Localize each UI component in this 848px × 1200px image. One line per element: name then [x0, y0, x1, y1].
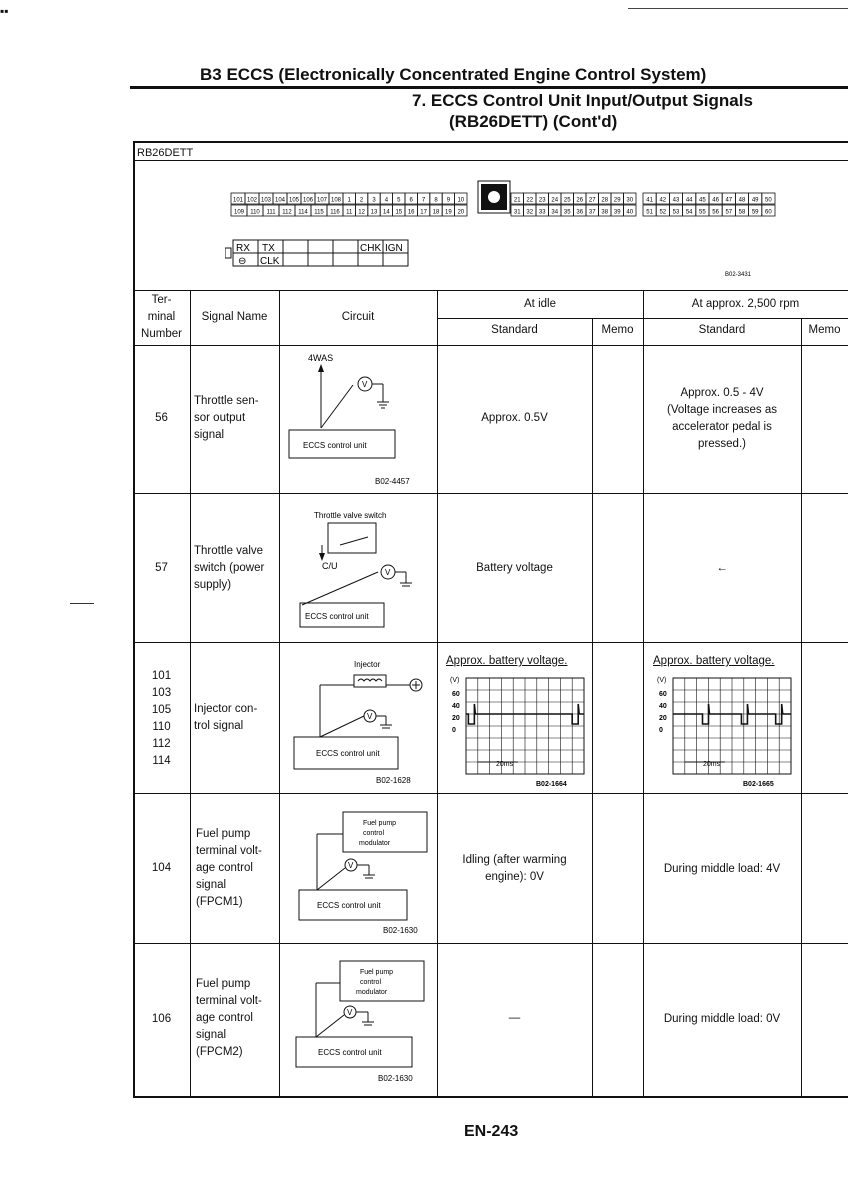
rule: [133, 493, 848, 494]
row-106-figure-code: B02-1630: [378, 1074, 413, 1083]
row-57-terminal: 57: [155, 562, 168, 574]
connector-row1-left-pin-label: 106: [302, 197, 314, 204]
row-104-rpm-standard: During middle load: 4V: [663, 863, 781, 875]
connector-row1-right-pin-label: 21: [513, 197, 521, 204]
scope-idle-tick: 60: [452, 691, 460, 698]
connector-row1-right-pin-label: 27: [588, 197, 596, 204]
row-57-circuit-diagram: [290, 505, 430, 635]
row-injector-terminals: 101 103 105 110 112 114: [151, 670, 172, 767]
fpcm-label: control: [363, 830, 385, 837]
pin-chk: CHK: [360, 243, 382, 254]
page-header-title: B3 ECCS (Electronically Concentrated Engine Control System): [200, 65, 707, 84]
connector-row2-far-pin-label: 53: [672, 209, 680, 216]
ecu-box-label: ECCS control unit: [317, 901, 381, 910]
pin-ground: ⊖: [238, 256, 247, 267]
connector-row2-right-pin-label: 36: [576, 209, 584, 216]
engine-label: RB26DETT: [137, 147, 194, 159]
column-divider: [279, 290, 280, 1098]
scope-idle: [448, 672, 588, 788]
connector-row1-mid-pin-label: 7: [421, 197, 426, 204]
rule: [133, 160, 848, 161]
row-106-idle-standard: —: [508, 1012, 521, 1024]
column-divider: [801, 318, 802, 1098]
row-104-idle-standard: Idling (after warming engine): 0V: [462, 854, 567, 883]
rule: [133, 793, 848, 794]
connector-row1-right-pin-label: 29: [613, 197, 621, 204]
corner-mark: ▪▪: [0, 4, 9, 18]
connector-row2-left-pin-label: 109: [233, 209, 245, 216]
pin-clk: CLK: [260, 256, 280, 267]
connector-row2-mid-pin-label: 13: [370, 209, 378, 216]
connector-row2-far-pin-label: 60: [765, 209, 772, 216]
scope-rpm-tick: 20: [659, 715, 667, 722]
diagnostic-connector: [225, 240, 408, 267]
connector-row2-mid-pin-label: 12: [358, 209, 365, 216]
row-106-signal-name: Fuel pump terminal volt- age control signal (FPCM2): [196, 978, 262, 1058]
header-idle-standard: Standard: [491, 324, 538, 336]
pin-tx: TX: [262, 243, 275, 254]
connector-row1-far-pin-label: 49: [751, 197, 759, 204]
connector-row1-mid-pin-label: 9: [446, 197, 451, 204]
column-divider: [592, 318, 593, 1098]
scope-idle-tick: 20: [452, 715, 460, 722]
connector-row2-mid-pin-label: 20: [457, 209, 465, 216]
fpcm-label: modulator: [356, 989, 388, 996]
connector-svg: [225, 178, 805, 278]
connector-row2-mid-pin-label: 14: [383, 209, 390, 216]
header-rule: [130, 86, 848, 89]
rule: [133, 290, 848, 291]
connector-row1-right-pin-label: 26: [576, 197, 584, 204]
ecu-box-label: ECCS control unit: [305, 612, 369, 621]
connector-row1-mid-pin-label: 4: [384, 197, 389, 204]
voltmeter-icon: V: [347, 1008, 353, 1017]
connector-row1-far-pin-label: 47: [725, 197, 733, 204]
voltmeter-icon: V: [348, 861, 354, 870]
row-104-circuit-diagram: [293, 806, 438, 938]
connector-row1-right-pin-label: 25: [563, 197, 571, 204]
signal-table-frame: [133, 141, 848, 1098]
connector-row2-far-pin-label: 54: [685, 209, 693, 216]
row-injector-rpm-standard: Approx. battery voltage.: [653, 655, 775, 667]
connector-row1-right-pin-label: 30: [626, 197, 634, 204]
connector-row2-right-pin-label: 33: [538, 209, 546, 216]
header-at-2500-rpm: At approx. 2,500 rpm: [691, 298, 800, 310]
row-56-terminal: 56: [155, 412, 168, 424]
connector-row1-left-pin-label: 103: [260, 197, 272, 204]
connector-row2-mid-pin-label: 18: [432, 209, 440, 216]
connector-row2-far-pin-label: 52: [659, 209, 667, 216]
connector-row2-far-pin-label: 56: [712, 209, 719, 216]
scope-idle-tick: 40: [452, 703, 460, 710]
connector-row2-left-pin-label: 116: [330, 209, 340, 216]
connector-row2-left-pin-label: 115: [314, 209, 324, 216]
column-divider: [190, 290, 191, 1098]
connector-row1-mid-pin-label: 10: [457, 197, 465, 204]
scope-rpm-unit: (V): [657, 677, 667, 684]
connector-row1-left-pin-label: 104: [274, 197, 286, 204]
scope-idle-tick: 0: [452, 727, 456, 734]
connector-row1-far-pin-label: 45: [699, 197, 706, 204]
connector-row2-right-pin-label: 31: [513, 209, 521, 216]
scope-idle-unit: (V): [450, 677, 460, 684]
fpcm-label: Fuel pump: [360, 969, 394, 976]
connector-row1-far-pin-label: 48: [738, 197, 746, 204]
row-56-idle-standard: Approx. 0.5V: [481, 412, 548, 424]
row-injector-signal-name: Injector con- trol signal: [194, 703, 258, 732]
section-title-line2: (RB26DETT) (Cont'd): [449, 112, 618, 131]
connector-row2-right-pin-label: 37: [588, 209, 596, 216]
pin-ign: IGN: [385, 243, 403, 254]
scope-rpm-tick: 0: [659, 727, 663, 734]
connector-row1-mid-pin-label: 1: [347, 197, 351, 204]
scope-rpm-code: B02-1665: [743, 781, 774, 788]
page-number: EN-243: [464, 1123, 519, 1140]
scope-rpm-tick: 40: [659, 703, 667, 710]
connector-row2-right-pin-label: 32: [526, 209, 534, 216]
connector-row2-far-pin-label: 58: [738, 209, 746, 216]
header-signal-name: Signal Name: [201, 311, 268, 323]
rule: [133, 943, 848, 944]
scope-rpm-tick: 60: [659, 691, 667, 698]
row-57-rpm-standard: ←: [716, 562, 728, 574]
connector-row1-mid-pin-label: 5: [397, 197, 401, 204]
voltmeter-icon: V: [367, 712, 373, 721]
connector-row2-far-pin-label: 51: [646, 209, 653, 216]
margin-mark: [70, 603, 94, 604]
rule: [133, 345, 848, 346]
connector-row1-far-pin-label: 46: [712, 197, 719, 204]
scope-idle-time-label: 20ms: [496, 761, 514, 768]
voltmeter-icon: V: [362, 380, 368, 389]
row-56-circuit-diagram: [283, 350, 433, 490]
connector-row2-right-pin-label: 35: [563, 209, 571, 216]
row-104-terminal: 104: [151, 862, 172, 874]
scope-rpm-time-label: 20ms: [703, 761, 721, 768]
connector-row2-right-pin-label: 34: [551, 209, 559, 216]
row-injector-circuit-diagram: [290, 655, 435, 790]
connector-row2-mid-pin-label: 17: [420, 209, 427, 216]
row-56-signal-name: Throttle sen- sor output signal: [194, 395, 259, 441]
connector-row2-mid-pin-label: 19: [445, 209, 452, 216]
connector-row2-far-pin-label: 57: [725, 209, 733, 216]
ecu-box-label: ECCS control unit: [316, 749, 380, 758]
connector-row1-far-pin-label: 41: [646, 197, 653, 204]
ecu-box-label: ECCS control unit: [318, 1048, 382, 1057]
connector-row2-left-pin-label: 110: [250, 209, 260, 216]
row-104-figure-code: B02-1630: [383, 926, 418, 935]
section-title: [412, 90, 753, 132]
row-injector-figure-code: B02-1628: [376, 776, 411, 785]
row-56-figure-label: 4WAS: [308, 353, 334, 363]
row-57-figure-label: Throttle valve switch: [314, 511, 387, 520]
connector-row1-far-pin-label: 50: [765, 197, 772, 204]
connector-row2-left-pin-label: 111: [266, 209, 276, 216]
row-57-cu-label: C/U: [322, 561, 338, 571]
header-rpm-memo: Memo: [808, 324, 841, 336]
connector-row1-left-pin-label: 105: [288, 197, 300, 204]
connector-diagram: [225, 178, 805, 278]
section-title-line1: 7. ECCS Control Unit Input/Output Signals: [412, 91, 753, 110]
connector-row2-mid-pin-label: 15: [395, 209, 403, 216]
fpcm-label: modulator: [359, 840, 391, 847]
connector-row2-mid-pin-label: 11: [346, 209, 353, 216]
header-rpm-standard: Standard: [698, 324, 746, 336]
row-106-rpm-standard: During middle load: 0V: [663, 1013, 781, 1025]
top-rule: [628, 8, 848, 9]
connector-figure-code: B02-3431: [725, 272, 752, 278]
header-at-idle: At idle: [524, 298, 556, 310]
header-idle-memo: Memo: [601, 324, 634, 336]
connector-row1-left-pin-label: 107: [316, 197, 328, 204]
connector-row1-far-pin-label: 43: [672, 197, 680, 204]
connector-row2-right-pin-label: 39: [613, 209, 621, 216]
connector-row1-left-pin-label: 108: [330, 197, 342, 204]
connector-row1-right-pin-label: 22: [526, 197, 534, 204]
connector-row2-mid-pin-label: 16: [407, 209, 415, 216]
row-57-idle-standard: Battery voltage: [476, 562, 553, 574]
connector-row2-far-pin-label: 59: [751, 209, 759, 216]
connector-row2-right-pin-label: 38: [601, 209, 609, 216]
row-56-figure-code: B02-4457: [375, 477, 410, 486]
row-injector-figure-label: Injector: [354, 660, 381, 669]
connector-row1-right-pin-label: 23: [538, 197, 546, 204]
connector-row2-far-pin-label: 55: [699, 209, 706, 216]
connector-row1-left-pin-label: 102: [246, 197, 258, 204]
scope-idle-code: B02-1664: [536, 781, 567, 788]
voltmeter-icon: V: [385, 568, 391, 577]
header-terminal-number: Ter- minal Number: [141, 294, 182, 340]
scope-rpm: [655, 672, 795, 788]
pin-rx: RX: [236, 243, 250, 254]
connector-row1-far-pin-label: 42: [659, 197, 667, 204]
fpcm-label: Fuel pump: [363, 820, 397, 827]
connector-row1-mid-pin-label: 8: [434, 197, 438, 204]
connector-row1-mid-pin-label: 2: [359, 197, 364, 204]
connector-row1-mid-pin-label: 6: [409, 197, 413, 204]
connector-row2-left-pin-label: 112: [282, 209, 292, 216]
connector-row2-left-pin-label: 114: [298, 209, 308, 216]
header-circuit: Circuit: [341, 311, 375, 323]
row-104-signal-name: Fuel pump terminal volt- age control signal (FPCM1): [196, 828, 262, 908]
connector-row1-far-pin-label: 44: [685, 197, 693, 204]
rule: [133, 642, 848, 643]
row-56-rpm-standard: Approx. 0.5 - 4V (Voltage increases as accelerator pedal is pressed.): [667, 387, 777, 450]
connector-row1-right-pin-label: 24: [551, 197, 559, 204]
row-106-circuit-diagram: [290, 955, 435, 1087]
connector-row2-right-pin-label: 40: [626, 209, 634, 216]
row-57-signal-name: Throttle valve switch (power supply): [194, 545, 265, 591]
connector-row1-right-pin-label: 28: [601, 197, 609, 204]
row-106-terminal: 106: [151, 1013, 172, 1025]
row-injector-idle-standard: Approx. battery voltage.: [446, 655, 568, 667]
ecu-box-label: ECCS control unit: [303, 441, 367, 450]
fpcm-label: control: [360, 979, 382, 986]
connector-row1-left-pin-label: 101: [232, 197, 244, 204]
connector-row1-mid-pin-label: 3: [372, 197, 376, 204]
